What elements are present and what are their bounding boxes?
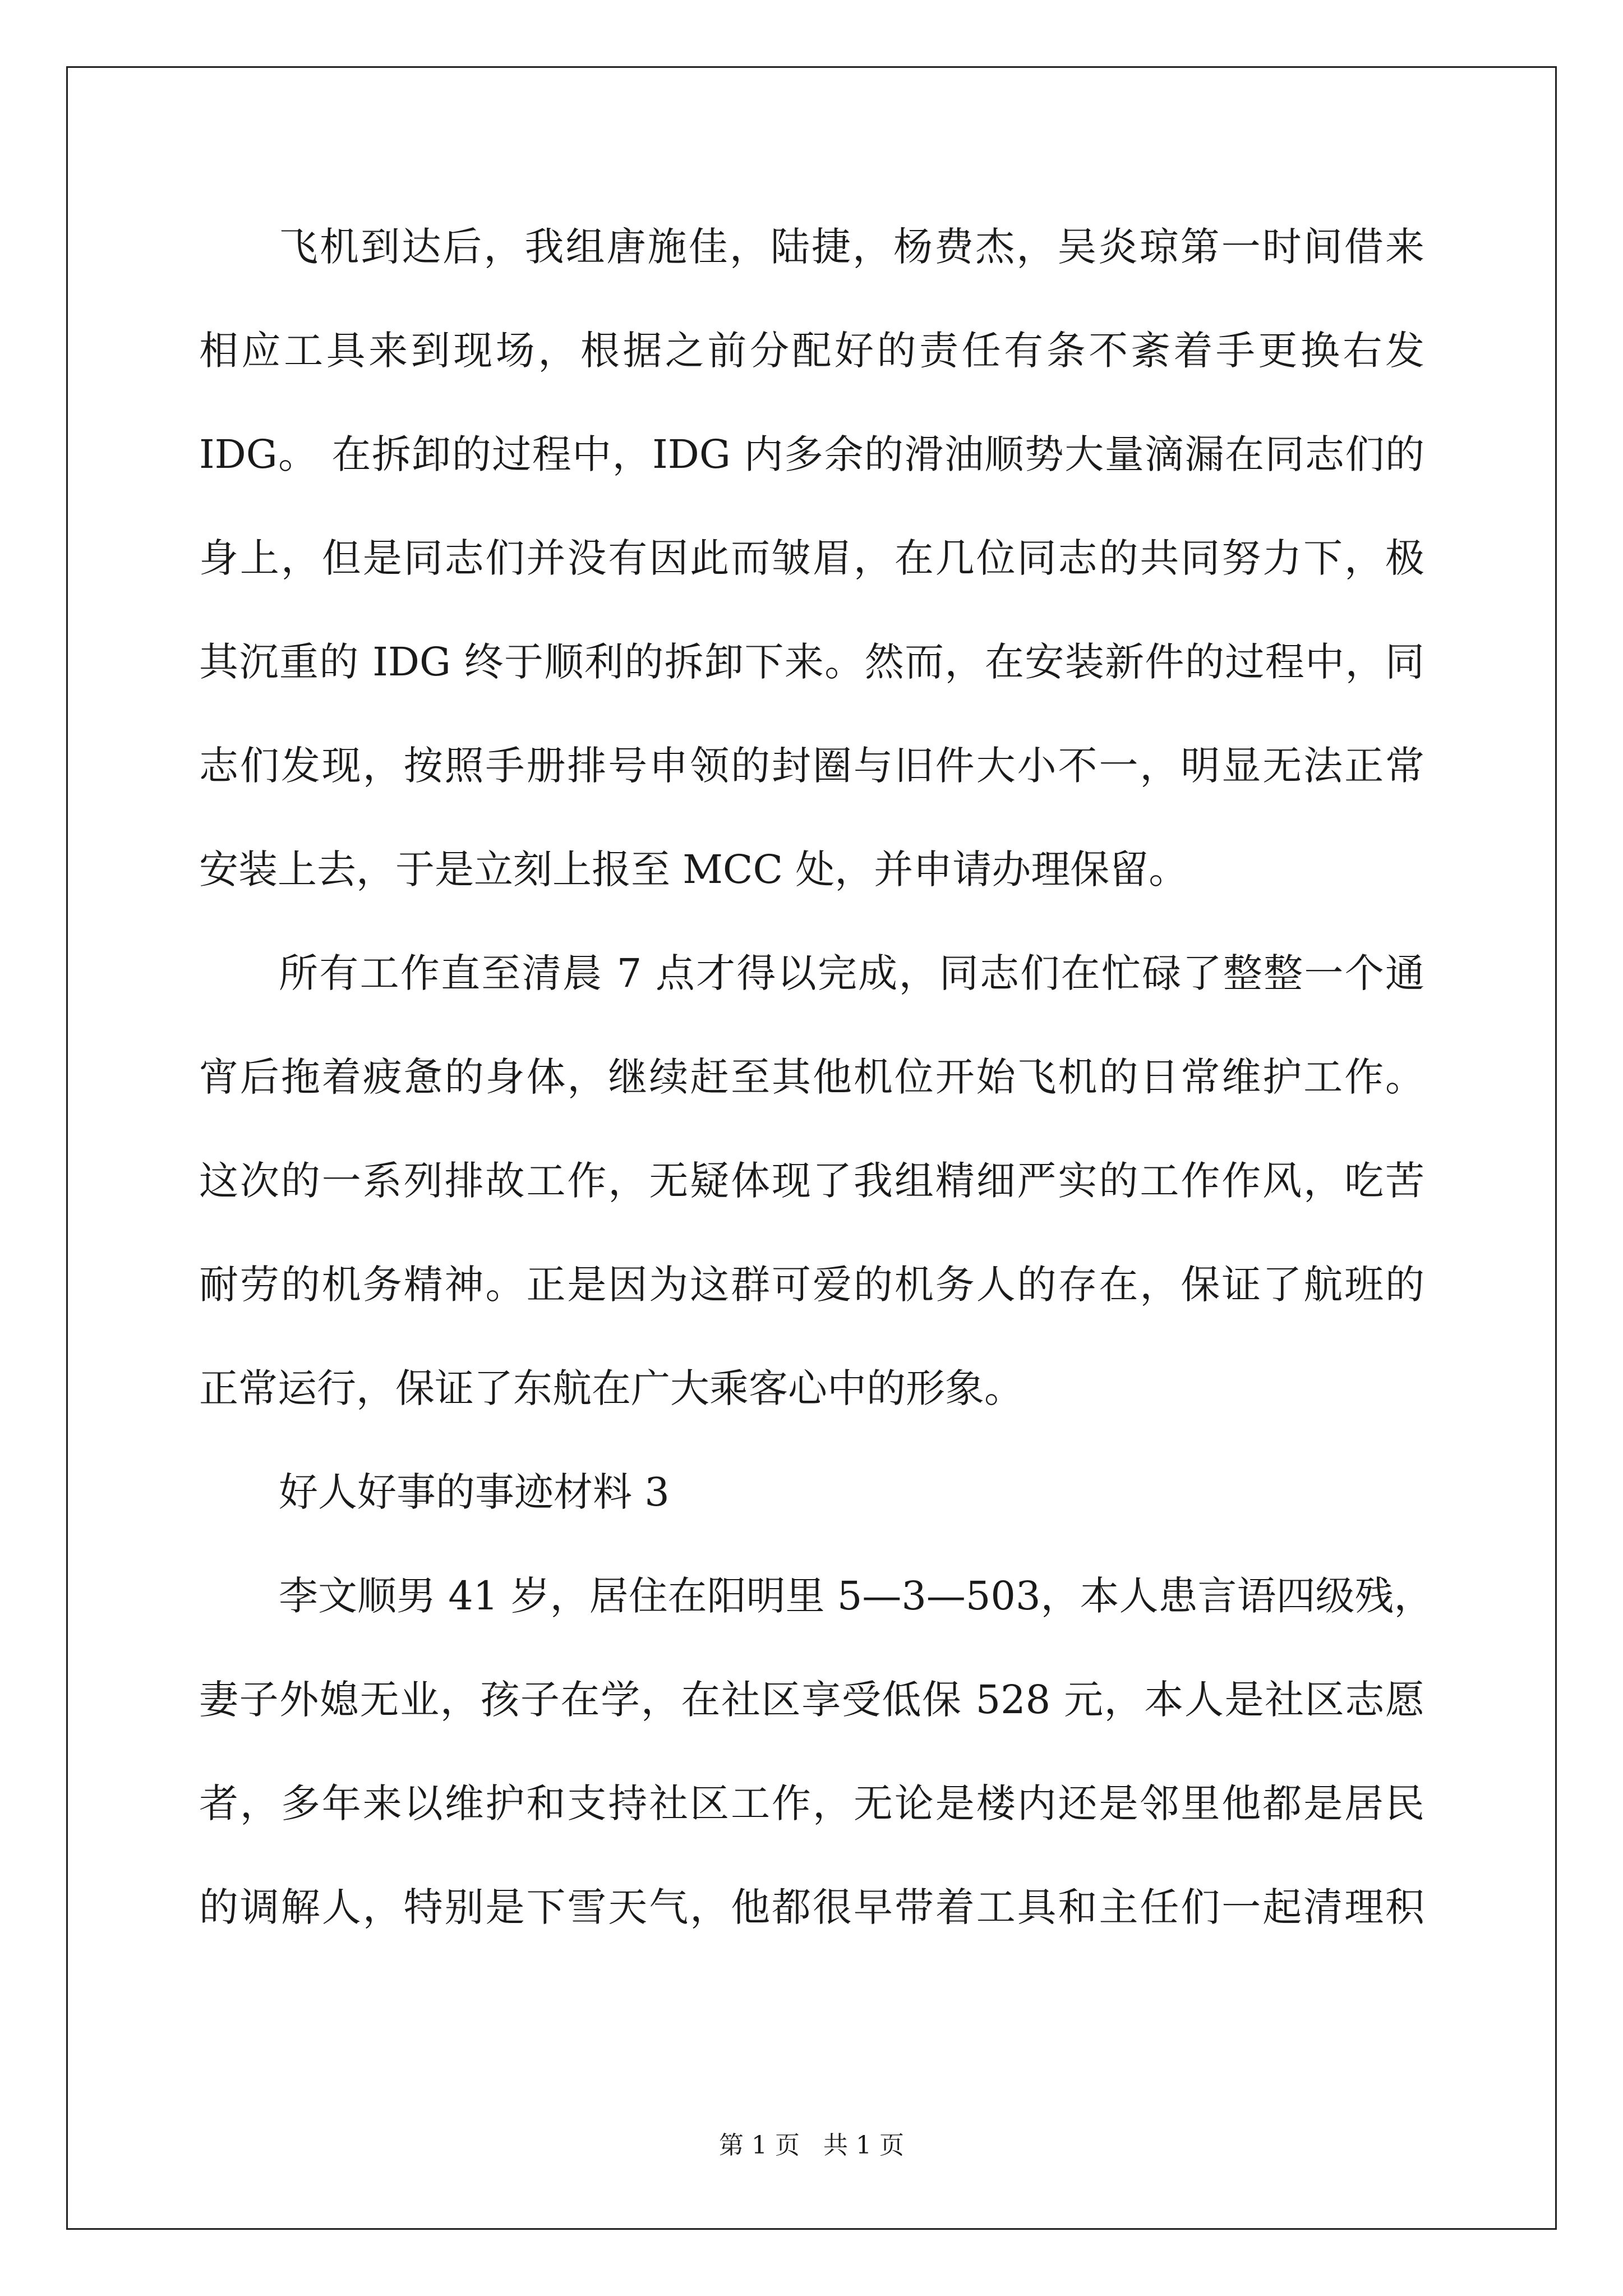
paragraph-4-line-3: 者，多年来以维护和支持社区工作，无论是楼内还是邻里他都是居民 [199, 1780, 1424, 1826]
paragraph-2-line-3: 这次的一系列排故工作，无疑体现了我组精细严实的工作作风，吃苦 [199, 1158, 1424, 1204]
paragraph-1-line-6: 志们发现，按照手册排号申领的封圈与旧件大小不一，明显无法正常 [199, 743, 1424, 789]
page-footer: 第 1 页 共 1 页 [719, 2131, 904, 2160]
paragraph-2-line-2: 宵后拖着疲惫的身体，继续赶至其他机位开始飞机的日常维护工作。 [199, 1054, 1424, 1100]
section-heading: 好人好事的事迹材料 3 [279, 1469, 670, 1515]
paragraph-1-line-5: 其沉重的 IDG 终于顺利的拆卸下来。然而，在安装新件的过程中，同 [199, 639, 1424, 685]
paragraph-1-line-2: 相应工具来到现场，根据之前分配好的责任有条不紊着手更换右发 [199, 328, 1424, 374]
paragraph-1-line-7: 安装上去，于是立刻上报至 MCC 处，并申请办理保留。 [199, 846, 1188, 892]
paragraph-1-line-3: IDG。 在拆卸的过程中，IDG 内多余的滑油顺势大量滴漏在同志们的 [199, 431, 1424, 477]
paragraph-1-line-1: 飞机到达后，我组唐施佳，陆捷，杨费杰，吴炎琼第一时间借来 [279, 224, 1424, 270]
paragraph-1-line-4: 身上，但是同志们并没有因此而皱眉，在几位同志的共同努力下，极 [199, 535, 1424, 581]
paragraph-2-line-5: 正常运行，保证了东航在广大乘客心中的形象。 [199, 1365, 1023, 1411]
paragraph-4-line-1: 李文顺男 41 岁，居住在阳明里 5—3—503，本人患言语四级残， [279, 1573, 1433, 1619]
paragraph-2-line-1: 所有工作直至清晨 7 点才得以完成，同志们在忙碌了整整一个通 [279, 950, 1424, 996]
paragraph-2-line-4: 耐劳的机务精神。正是因为这群可爱的机务人的存在，保证了航班的 [199, 1262, 1424, 1308]
paragraph-4-line-4: 的调解人，特别是下雪天气，他都很早带着工具和主任们一起清理积 [199, 1884, 1424, 1930]
paragraph-4-line-2: 妻子外媳无业，孩子在学，在社区享受低保 528 元，本人是社区志愿 [199, 1677, 1424, 1723]
